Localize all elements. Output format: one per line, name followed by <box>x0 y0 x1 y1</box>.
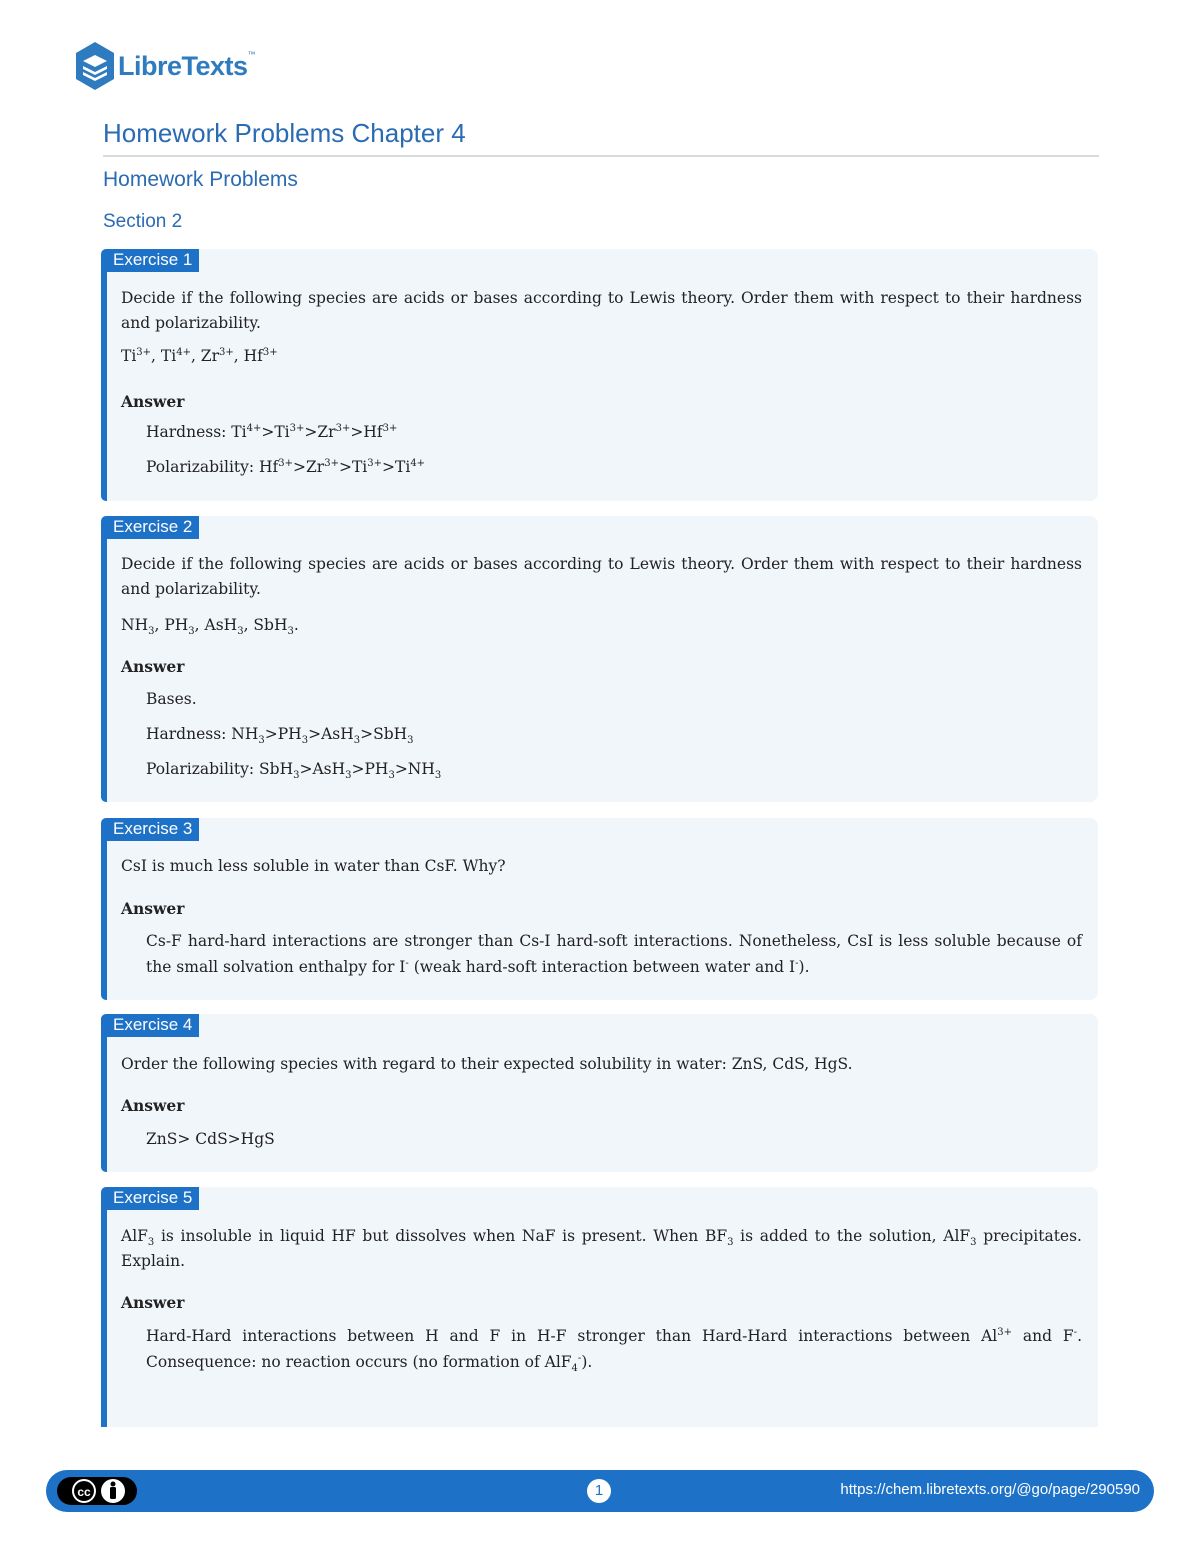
exercise-1-species: $Ti^{3+}$, $Ti^{4+}$, $Zr^{3+}$, $Hf^{3+}$ <box>121 346 278 365</box>
exercise-2-hardness: Hardness: $NH_3>PH_3>AsH_3>SbH_3$ <box>146 725 414 747</box>
logo-wordmark: LibreTexts™ <box>118 50 256 81</box>
exercise-2-species: $NH_3$, $PH_3$, AsH$_3$, SbH$_3$. <box>121 616 299 638</box>
exercise-2-question: Decide if the following species are acids or bases according to Lewis theory. Order them with respect to their hardness and polarizability. <box>121 555 1082 598</box>
subsection-heading: Section 2 <box>103 211 183 232</box>
exercise-3-label: Exercise 3 <box>107 818 199 841</box>
exercise-5-question: AlF$_3$ is insoluble in liquid HF but dissolves when NaF is present. When $BF_3$ is added to the solution, AlF$_3$ precipitates. Explain. <box>121 1227 1082 1270</box>
exercise-1-answer-label: Answer <box>121 392 185 411</box>
exercise-1-polarizability: Polarizability: $Hf^{3+}>Zr^{3+}>Ti^{3+}>Ti^{4+}$ <box>146 457 426 476</box>
exercise-3-box <box>101 818 1098 1000</box>
exercise-1-hardness: Hardness: $Ti^{4+}>Ti^{3+}>Zr^{3+}>Hf^{3+}$ <box>146 422 398 441</box>
exercise-4-label: Exercise 4 <box>107 1014 199 1037</box>
exercise-4-answer-label: Answer <box>121 1096 185 1115</box>
exercise-3-answer-label: Answer <box>121 899 185 918</box>
exercise-2-box <box>101 516 1098 802</box>
svg-text:cc: cc <box>77 1485 91 1499</box>
exercise-1-label: Exercise 1 <box>107 249 199 272</box>
exercise-4-question: Order the following species with regard to their expected solubility in water: ZnS, CdS, HgS. <box>121 1055 853 1073</box>
exercise-4-box <box>101 1014 1098 1172</box>
exercise-5-label: Exercise 5 <box>107 1187 199 1210</box>
page-url-link[interactable]: https://chem.libretexts.org/@go/page/290590 <box>840 1481 1140 1498</box>
exercise-5-box <box>101 1187 1098 1427</box>
exercise-3-question: CsI is much less soluble in water than CsF. Why? <box>121 857 506 875</box>
creative-commons-by-icon[interactable] <box>56 1476 138 1506</box>
exercise-3-answer: Cs-F hard-hard interactions are stronger than Cs-I hard-soft interactions. Nonetheless, CsI is less soluble because of the small solvation enthalpy for I- (weak hard-soft interaction between water and I-). <box>146 932 1082 976</box>
page-title: Homework Problems Chapter 4 <box>103 118 1099 157</box>
exercise-2-answer-label: Answer <box>121 657 185 676</box>
libretexts-logo[interactable] <box>74 40 264 92</box>
exercise-5-answer-label: Answer <box>121 1293 185 1312</box>
exercise-1-question: Decide if the following species are acids or bases according to Lewis theory. Order them with respect to their hardness and polarizability. <box>121 289 1082 332</box>
exercise-2-label: Exercise 2 <box>107 516 199 539</box>
page-number: 1 <box>587 1479 611 1503</box>
exercise-5-answer: Hard-Hard interactions between H and F in H-F stronger than Hard-Hard interactions between $Al^{3+}$ and F-. Consequence: no reaction occurs (no formation of AlF$_4$-). <box>146 1326 1082 1375</box>
libretexts-book-icon <box>74 41 116 91</box>
page-footer <box>46 1470 1154 1512</box>
exercise-2-bases: Bases. <box>146 690 197 708</box>
exercise-4-answer: ZnS> CdS>HgS <box>146 1130 275 1148</box>
exercise-2-polarizability: Polarizability: $SbH_3>AsH_3>PH_3>NH_3$ <box>146 760 442 782</box>
section-heading: Homework Problems <box>103 168 298 191</box>
exercise-1-box <box>101 249 1098 501</box>
